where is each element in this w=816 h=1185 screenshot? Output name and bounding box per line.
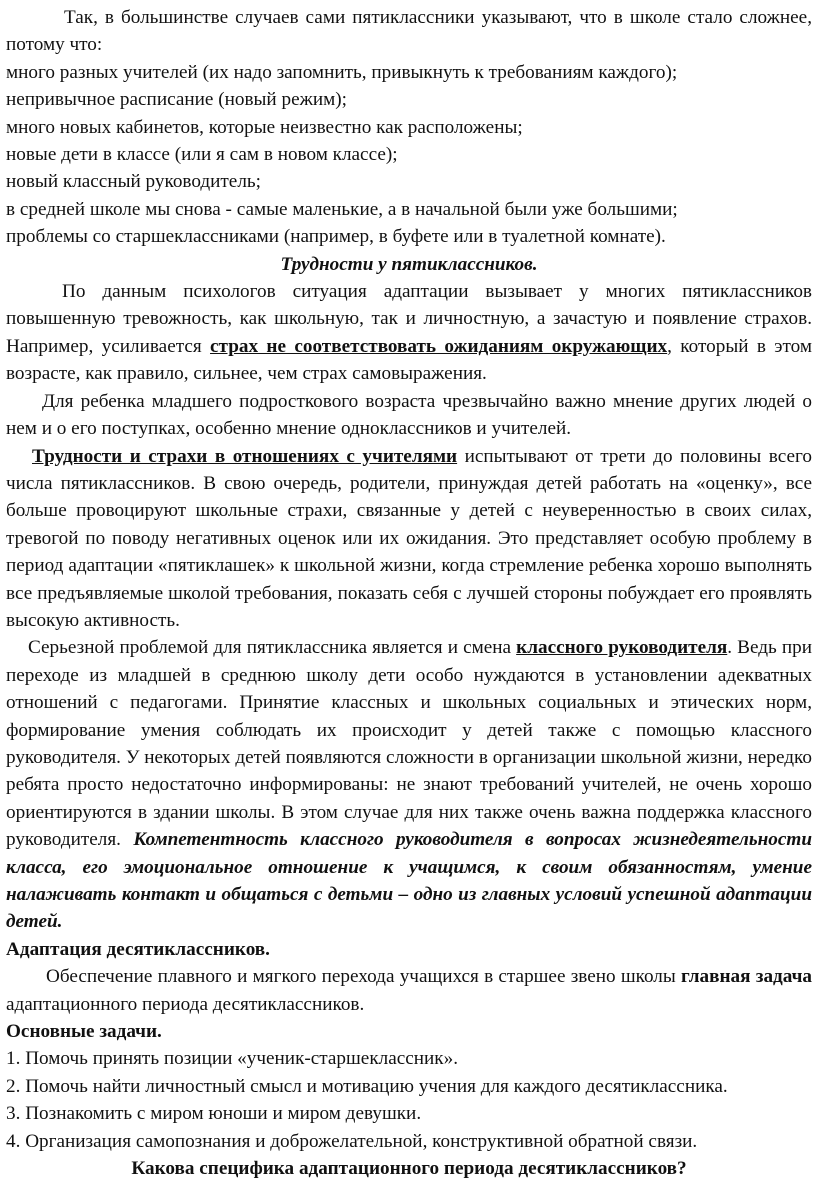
tenth-text-after: адаптационного периода десятиклассников.: [6, 993, 365, 1015]
task-item: 3. Познакомить с миром юноши и миром девушки.: [6, 1103, 422, 1125]
teacher-text-before: Серьезной проблемой для пятиклассника является и смена: [28, 637, 517, 659]
fears-paragraph: [6, 443, 812, 635]
task-item: 1. Помочь принять позиции «ученик-старшеклассник».: [6, 1048, 459, 1070]
final-question-heading: Какова специфика адаптационного периода десятиклассников?: [131, 1158, 687, 1180]
reason-item: в средней школе мы снова - самые маленькие, а в начальной были уже большими;: [6, 198, 678, 220]
intro-paragraph: Так, в большинстве случаев сами пятиклассники указывают, что в школе стало сложнее, потому что:: [6, 7, 812, 56]
task-item: 2. Помочь найти личностный смысл и мотивацию учения для каждого десятиклассника.: [6, 1075, 728, 1097]
psych-text-before: По данным психологов ситуация адаптации вызывает у многих пятиклассников повышенную тревожность, как школьную, так и личностную, а зачастую и появление страхов. Например, усиливается: [6, 281, 812, 357]
reason-item: новые дети в классе (или я сам в новом классе);: [6, 144, 398, 166]
tenth-bold: главная задача: [681, 966, 812, 988]
task-item: 4. Организация самопознания и доброжелательной, конструктивной обратной связи.: [6, 1130, 698, 1152]
opinion-paragraph: Для ребенка младшего подросткового возраста чрезвычайно важно мнение других людей о нем и о его поступках, особенно мнение одноклассников и учителей.: [6, 390, 812, 440]
fears-text: испытывают от трети до половины всего числа пятиклассников. В свою очередь, родители, принуждая детей работать на «оценку», все больше провоцируют школьные страхи, связанные у детей с неуверенностью в своих силах, тревогой по поводу негативных оценок или их ожидания. Это представляет особую проблему в период адаптации «пятиклашек» к школьной жизни, когда стремление ребенка хорошо выполнять все предъявляемые школой требования, показать себя с лучшей стороны побуждает его проявлять высокую активность.: [6, 445, 812, 631]
teacher-emphasis: классного руководителя: [516, 637, 728, 659]
tenth-text-before: Обеспечение плавного и мягкого перехода учащихся в старшее звено школы: [46, 966, 682, 988]
tasks-heading: Основные задачи.: [6, 1021, 162, 1043]
reason-item: непривычное расписание (новый режим);: [6, 89, 347, 111]
tenth-grade-paragraph: [6, 963, 812, 1018]
psych-text-after: , который в этом возрасте, как правило, сильнее, чем страх самовыражения.: [6, 335, 812, 385]
reason-item: много разных учителей (их надо запомнить, привыкнуть к требованиям каждого);: [6, 61, 678, 83]
teacher-text-after: . Ведь при переходе из младшей в среднюю школу дети особо нуждаются в установлении адекватных отношений с педагогами. Принятие классных и школьных социальных и этических норм, формирование умения соблюдать их происходит у детей также с помощью классного руководителя. У некоторых детей появляются сложности в организации школьной жизни, нередко ребята просто недостаточно информированы: не знают требований учителей, не очень хорошо ориентируются в здании школы. В этом случае для них также очень важна поддержка классного руководителя.: [6, 637, 812, 851]
teacher-paragraph: [6, 634, 812, 935]
reason-item: много новых кабинетов, которые неизвестно как расположены;: [6, 116, 523, 138]
psych-emphasis: страх не соответствовать ожиданиям окружающих: [210, 335, 668, 357]
fears-emphasis: Трудности и страхи в отношениях с учителями: [32, 445, 458, 467]
psychologists-paragraph: [6, 278, 812, 388]
teacher-conclusion: Компетентность классного руководителя в вопросах жизнедеятельности класса, его эмоциональное отношение к учащимся, к своим обязанностям, умение налаживать контакт и общаться с детьми – одно из главных условий успешной адаптации детей.: [6, 829, 812, 933]
reason-item: проблемы со старшеклассниками (например, в буфете или в туалетной комнате).: [6, 226, 666, 248]
reason-item: новый классный руководитель;: [6, 171, 261, 193]
difficulties-heading: Трудности у пятиклассников.: [280, 253, 538, 275]
tenth-grade-heading: Адаптация десятиклассников.: [6, 938, 270, 960]
